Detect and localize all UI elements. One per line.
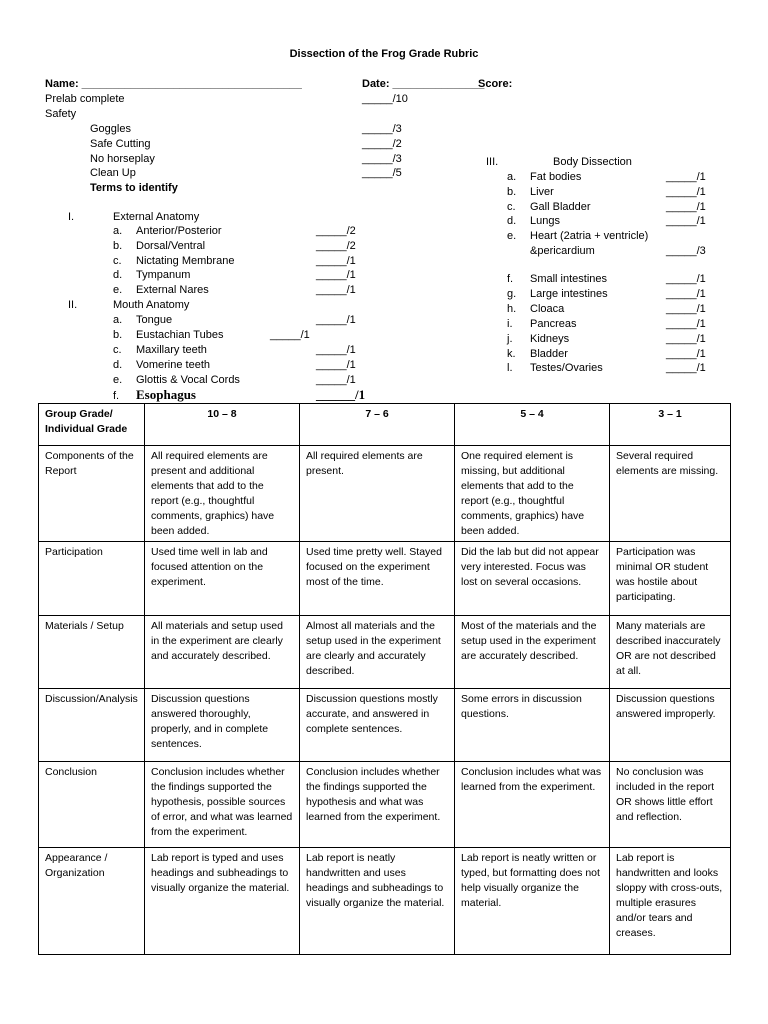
table-row	[39, 848, 731, 955]
rubric-header-score: 5 – 4	[455, 404, 610, 446]
safety-item-label: No horseplay	[90, 153, 155, 165]
item-letter: c.	[507, 201, 516, 213]
rubric-cell: Many materials are described inaccurately OR are not described at all.	[610, 616, 731, 689]
section-numeral: I.	[68, 211, 75, 223]
item-points[interactable]: _____/1	[666, 186, 706, 198]
section-title: Body Dissection	[553, 156, 632, 168]
item-label: Small intestines	[530, 273, 608, 285]
item-letter: l.	[507, 362, 513, 374]
rubric-criterion: Conclusion	[39, 762, 145, 848]
item-label: Kidneys	[530, 333, 570, 345]
item-points[interactable]: _____/1	[316, 359, 356, 371]
safety-item-points[interactable]: _____/2	[362, 138, 402, 150]
item-letter: h.	[507, 303, 517, 315]
item-label: Vomerine teeth	[136, 359, 210, 371]
item-label: Lungs	[530, 215, 560, 227]
item-label: Tongue	[136, 314, 173, 326]
item-label: Nictating Membrane	[136, 255, 235, 267]
name-field[interactable]: Name: ____________________________________	[45, 78, 302, 90]
item-label: Maxillary teeth	[136, 344, 207, 356]
item-letter: i.	[507, 318, 513, 330]
item-label: Esophagus	[136, 387, 196, 402]
safety-item-points[interactable]: _____/5	[362, 167, 402, 179]
item-label: Testes/Ovaries	[530, 362, 603, 374]
item-label: Tympanum	[136, 269, 191, 281]
item-points[interactable]: _____/2	[316, 225, 356, 237]
item-letter: e.	[113, 284, 123, 296]
item-letter: e.	[507, 230, 517, 242]
item-label: Eustachian Tubes	[136, 329, 224, 341]
rubric-cell: Most of the materials and the setup used in the experiment are accurately described.	[455, 616, 610, 689]
item-letter: f.	[113, 390, 120, 402]
rubric-header-score: 3 – 1	[610, 404, 731, 446]
rubric-cell: Lab report is typed and uses headings and subheadings to visually organize the material.	[145, 848, 300, 955]
item-label: Bladder	[530, 348, 568, 360]
rubric-header-score: 10 – 8	[145, 404, 300, 446]
rubric-header-score: 7 – 6	[300, 404, 455, 446]
rubric-cell: Lab report is neatly written or typed, but formatting does not help visually organize the material.	[455, 848, 610, 955]
item-letter: c.	[113, 255, 122, 267]
item-letter: d.	[507, 215, 517, 227]
item-label: Pancreas	[530, 318, 577, 330]
rubric-cell: Discussion questions mostly accurate, and answered in complete sentences.	[300, 689, 455, 762]
page-title: Dissection of the Frog Grade Rubric	[289, 48, 479, 60]
safety-item-points[interactable]: _____/3	[362, 153, 402, 165]
safety-item-label: Goggles	[90, 123, 131, 135]
item-letter: a.	[113, 314, 123, 326]
safety-label: Safety	[45, 108, 77, 120]
item-label: External Nares	[136, 284, 209, 296]
item-points[interactable]: _____/1	[666, 348, 706, 360]
section-numeral: III.	[486, 156, 499, 168]
item-points[interactable]: _____/1	[666, 288, 706, 300]
rubric-cell: One required element is missing, but additional elements that add to the report (e.g., thoughtful comments, graphics) have been added.	[455, 446, 610, 542]
item-points[interactable]: _____/1	[316, 255, 356, 267]
item-points[interactable]: _____/1	[316, 344, 356, 356]
score-label: Score:	[478, 78, 513, 90]
item-label: Cloaca	[530, 303, 565, 315]
table-row	[39, 446, 731, 542]
item-label: Glottis & Vocal Cords	[136, 374, 240, 386]
item-label: Anterior/Posterior	[136, 225, 222, 237]
item-points[interactable]: _____/1	[666, 362, 706, 374]
safety-item-label: Clean Up	[90, 167, 136, 179]
item-label-continued: &pericardium	[530, 245, 595, 257]
item-letter: e.	[113, 374, 123, 386]
rubric-cell: Lab report is neatly handwritten and uses headings and subheadings to visually organize the material.	[300, 848, 455, 955]
rubric-cell: Conclusion includes what was learned from the experiment.	[455, 762, 610, 848]
item-letter: d.	[113, 269, 123, 281]
prelab-label: Prelab complete	[45, 93, 125, 105]
rubric-criterion: Participation	[39, 542, 145, 616]
rubric-criterion: Materials / Setup	[39, 616, 145, 689]
item-points[interactable]: _____/1	[666, 303, 706, 315]
item-points[interactable]: _____/1	[316, 284, 356, 296]
item-points[interactable]: ______/1	[316, 387, 366, 402]
rubric-criterion: Discussion/Analysis	[39, 689, 145, 762]
safety-item-points[interactable]: _____/3	[362, 123, 402, 135]
item-letter: b.	[507, 186, 517, 198]
item-letter: k.	[507, 348, 516, 360]
rubric-header-criterion: Group Grade/ Individual Grade	[39, 404, 145, 446]
item-points[interactable]: _____/1	[316, 314, 356, 326]
item-points[interactable]: _____/3	[666, 245, 706, 257]
terms-label: Terms to identify	[90, 182, 178, 194]
safety-item-label: Safe Cutting	[90, 138, 151, 150]
rubric-cell: All required elements are present.	[300, 446, 455, 542]
item-label: Dorsal/Ventral	[136, 240, 206, 252]
rubric-cell: Some errors in discussion questions.	[455, 689, 610, 762]
rubric-table	[38, 403, 731, 955]
table-row	[39, 616, 731, 689]
rubric-cell: Conclusion includes whether the findings supported the hypothesis, possible sources of error, and what was learned from the experiment.	[145, 762, 300, 848]
item-points[interactable]: _____/1	[666, 215, 706, 227]
rubric-criterion: Components of the Report	[39, 446, 145, 542]
rubric-cell: Almost all materials and the setup used in the experiment are clearly and accurately described.	[300, 616, 455, 689]
item-letter: g.	[507, 288, 517, 300]
table-row	[39, 542, 731, 616]
item-points[interactable]: _____/1	[666, 318, 706, 330]
rubric-cell: All required elements are present and additional elements that add to the report (e.g., thoughtful comments, graphics) have been added.	[145, 446, 300, 542]
item-letter: c.	[113, 344, 122, 356]
table-row	[39, 689, 731, 762]
rubric-header-row	[39, 404, 731, 446]
rubric-cell: All materials and setup used in the experiment are clearly and accurately described.	[145, 616, 300, 689]
rubric-cell: Several required elements are missing.	[610, 446, 731, 542]
item-letter: f.	[507, 273, 514, 285]
item-letter: d.	[113, 359, 123, 371]
item-label: Gall Bladder	[530, 201, 591, 213]
item-label: Large intestines	[530, 288, 608, 300]
rubric-cell: Did the lab but did not appear very interested. Focus was lost on several occasions.	[455, 542, 610, 616]
rubric-cell: Discussion questions answered thoroughly, properly, and in complete sentences.	[145, 689, 300, 762]
item-label: Liver	[530, 186, 554, 198]
rubric-cell: Used time pretty well. Stayed focused on the experiment most of the time.	[300, 542, 455, 616]
section-numeral: II.	[68, 299, 78, 311]
section-title: External Anatomy	[113, 211, 200, 223]
item-points[interactable]: _____/1	[270, 329, 310, 341]
section-title: Mouth Anatomy	[113, 299, 190, 311]
rubric-cell: Discussion questions answered improperly.	[610, 689, 731, 762]
rubric-criterion: Appearance / Organization	[39, 848, 145, 955]
item-letter: b.	[113, 329, 123, 341]
item-letter: a.	[507, 171, 517, 183]
rubric-cell: Participation was minimal OR student was hostile about participating.	[610, 542, 731, 616]
item-points[interactable]: _____/1	[666, 201, 706, 213]
item-letter: b.	[113, 240, 123, 252]
item-letter: j.	[507, 333, 513, 345]
table-row	[39, 762, 731, 848]
item-label: Fat bodies	[530, 171, 582, 183]
date-field[interactable]: Date: _______________	[362, 78, 485, 90]
rubric-cell: Conclusion includes whether the findings supported the hypothesis and what was learned from the experiment.	[300, 762, 455, 848]
prelab-points[interactable]: _____/10	[362, 93, 408, 105]
item-points[interactable]: _____/1	[316, 374, 356, 386]
item-points[interactable]: _____/1	[666, 273, 706, 285]
item-letter: a.	[113, 225, 123, 237]
item-points[interactable]: _____/2	[316, 240, 356, 252]
rubric-cell: No conclusion was included in the report OR shows little effort and reflection.	[610, 762, 731, 848]
rubric-cell: Lab report is handwritten and looks sloppy with cross-outs, multiple erasures and/or tears and creases.	[610, 848, 731, 955]
rubric-cell: Used time well in lab and focused attention on the experiment.	[145, 542, 300, 616]
item-label: Heart (2atria + ventricle)	[530, 230, 649, 242]
item-points[interactable]: _____/1	[666, 333, 706, 345]
item-points[interactable]: _____/1	[666, 171, 706, 183]
item-points[interactable]: _____/1	[316, 269, 356, 281]
